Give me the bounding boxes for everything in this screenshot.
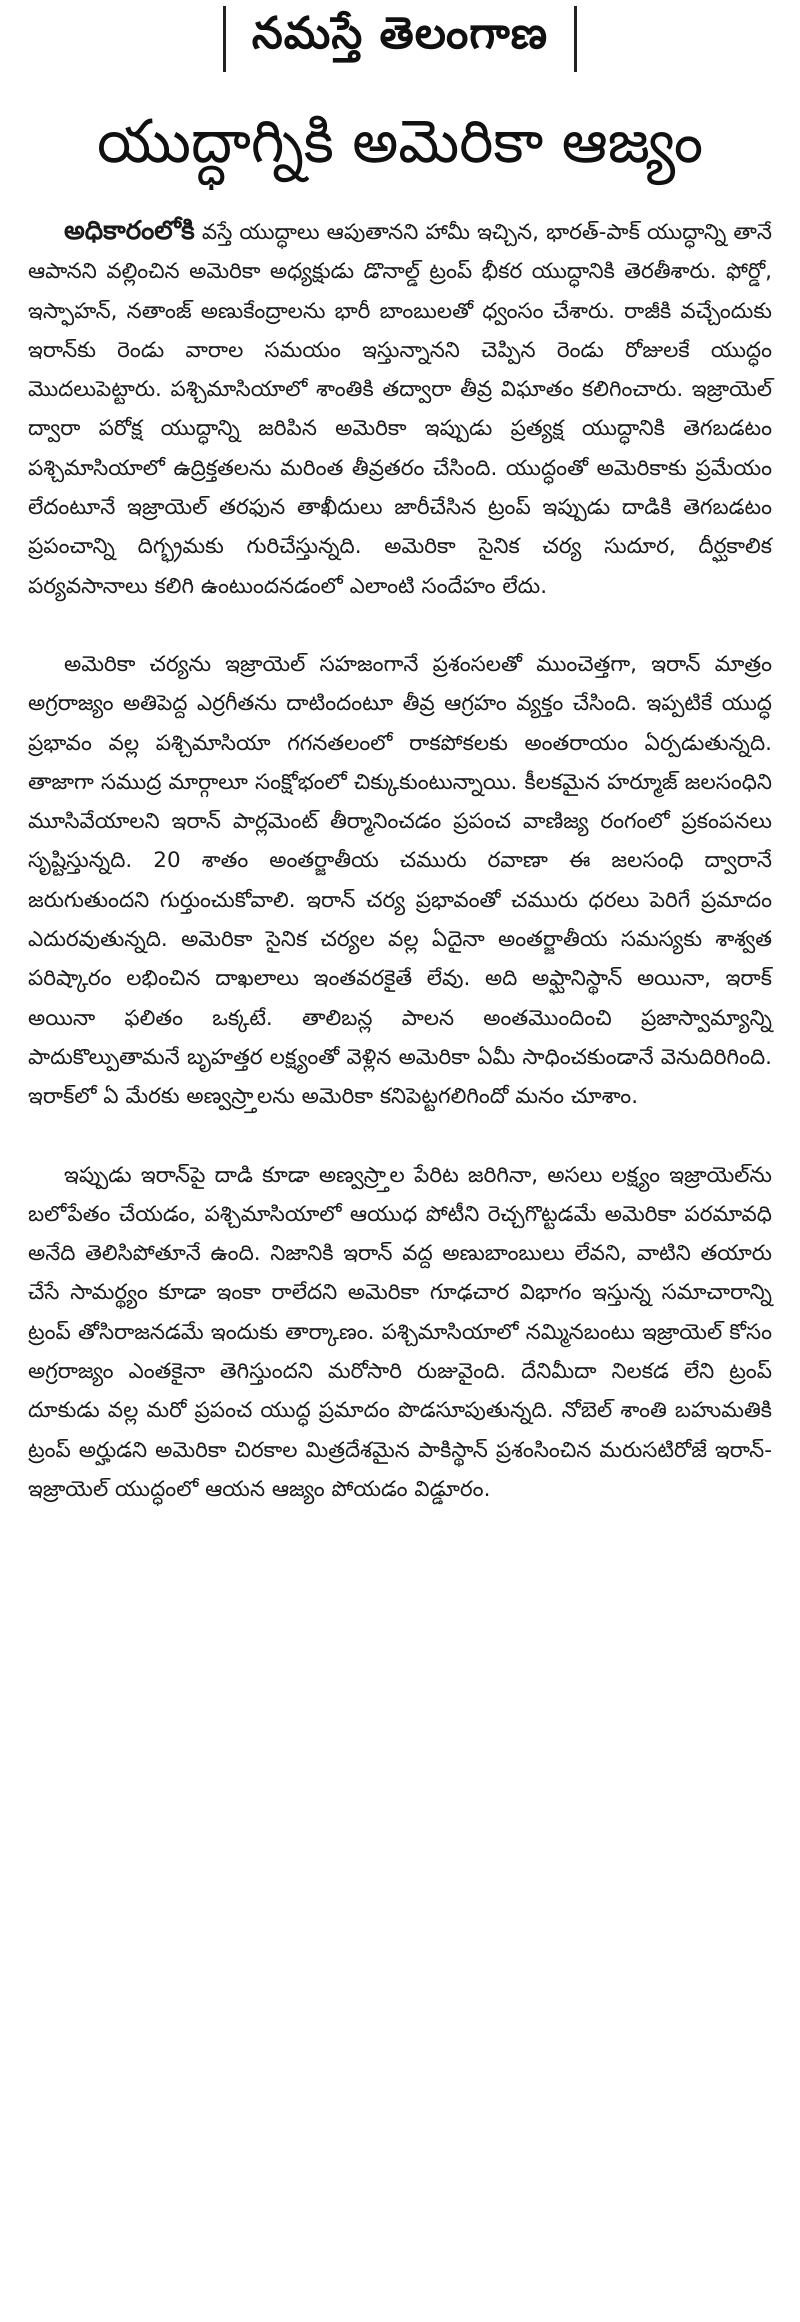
article-paragraph-2 xyxy=(28,645,772,1117)
article-body xyxy=(28,212,772,1509)
paragraph-text: వస్తే యుద్ధాలు ఆపుతానని హామీ ఇచ్చిన, భారత్-పాక్ యుద్ధాన్ని తానే ఆపానని వల్లించిన అమెరికా అధ్యక్షుడు డొనాల్డ్ ట్రంప్ భీకర యుద్ధానికి తెరతీశారు. ఫోర్డో, ఇస్ఫాహన్, నతాంజ్ అణుకేంద్రాలను భారీ బాంబులతో ధ్వంసం చేశారు. రాజీకి వచ్చేందుకు ఇరాన్‌కు రెండు వారాల సమయం ఇస్తున్నానని చెప్పిన రెండు రోజులకే యుద్ధం మొదలుపెట్టారు. పశ్చిమాసియాలో శాంతికి తద్వారా తీవ్ర విఘాతం కలిగించారు. ఇజ్రాయెల్ ద్వారా పరోక్ష యుద్ధాన్ని జరిపిన అమెరికా ఇప్పుడు ప్రత్యక్ష యుద్ధానికి తెగబడటం పశ్చిమాసియాలో ఉద్రిక్తతలను మరింత తీవ్రతరం చేసింది. యుద్ధంతో అమెరికాకు ప్రమేయం లేదంటూనే ఇజ్రాయెల్ తరఫున తాఖీదులు జారీచేసిన ట్రంప్ ఇప్పుడు దాడికి తెగబడటం ప్రపంచాన్ని దిగ్భ్రమకు గురిచేస్తున్నది. అమెరికా సైనిక చర్య సుదూర, దీర్ఘకాలిక పర్యవసానాలు కలిగి ఉంటుందనడంలో ఎలాంటి సందేహం లేదు. xyxy=(28,220,772,599)
article-paragraph-1 xyxy=(28,212,772,606)
article-paragraph-3 xyxy=(28,1156,772,1510)
paragraph-text: ఇప్పుడు ఇరాన్‌పై దాడి కూడా అణ్వస్ర్తాల పేరిట జరిగినా, అసలు లక్ష్యం ఇజ్రాయెల్‌ను బలోపేతం చేయడం, పశ్చిమాసియాలో ఆయుధ పోటీని రెచ్చగొట్టడమే అమెరికా పరమావధి అనేది తెలిసిపోతూనే ఉంది. నిజానికి ఇరాన్ వద్ద అణుబాంబులు లేవని, వాటిని తయారు చేసే సామర్థ్యం కూడా ఇంకా రాలేదని అమెరికా గూఢచార విభాగం ఇస్తున్న సమాచారాన్ని ట్రంప్ తోసిరాజనడమే ఇందుకు తార్కాణం. పశ్చిమాసియాలో నమ్మినబంటు ఇజ్రాయెల్ కోసం అగ్రరాజ్యం ఎంతకైనా తెగిస్తుందని మరోసారి రుజువైంది. దేనిమీదా నిలకడ లేని ట్రంప్ దూకుడు వల్ల మరో ప్రపంచ యుద్ధ ప్రమాదం పొడసూపుతున్నది. నోబెల్ శాంతి బహుమతికి ట్రంప్ అర్హుడని అమెరికా చిరకాల మిత్రదేశమైన పాకిస్థాన్ ప్రశంసించిన మరుసటిరోజే ఇరాన్-ఇజ్రాయెల్ యుద్ధంలో ఆయన ఆజ్యం పోయడం విడ్డూరం. xyxy=(28,1162,772,1502)
paragraph-lead-word: అధికారంలోకి xyxy=(64,216,195,246)
masthead-frame xyxy=(223,6,577,72)
masthead xyxy=(0,0,800,78)
article-headline: యుద్ధాగ్నికి అమెరికా ఆజ్యం xyxy=(96,107,704,177)
newspaper-name: నమస్తే తెలంగాణ xyxy=(251,8,549,59)
paragraph-text: అమెరికా చర్యను ఇజ్రాయెల్ సహజంగానే ప్రశంసలతో ముంచెత్తగా, ఇరాన్ మాత్రం అగ్రరాజ్యం అతిపెద్ద ఎర్రగీతను దాటిందంటూ తీవ్ర ఆగ్రహం వ్యక్తం చేసింది. ఇప్పటికే యుద్ధ ప్రభావం వల్ల పశ్చిమాసియా గగనతలంలో రాకపోకలకు అంతరాయం ఏర్పడుతున్నది. తాజాగా సముద్ర మార్గాలూ సంక్షోభంలో చిక్కుకుంటున్నాయి. కీలకమైన హర్మూజ్ జలసంధిని మూసివేయాలని ఇరాన్ పార్లమెంట్ తీర్మానించడం ప్రపంచ వాణిజ్య రంగంలో ప్రకంపనలు సృష్టిస్తున్నది. 20 శాతం అంతర్జాతీయ చమురు రవాణా ఈ జలసంధి ద్వారానే జరుగుతుందని గుర్తుంచుకోవాలి. ఇరాన్ చర్య ప్రభావంతో చమురు ధరలు పెరిగే ప్రమాదం ఎదురవుతున్నది. అమెరికా సైనిక చర్యల వల్ల ఏదైనా అంతర్జాతీయ సమస్యకు శాశ్వత పరిష్కారం లభించిన దాఖలాలు ఇంతవరకైతే లేవు. అది అఫ్ఘానిస్థాన్ అయినా, ఇరాక్ అయినా ఫలితం ఒక్కటే. తాలిబన్ల పాలన అంతమొందించి ప్రజాస్వామ్యాన్ని పాదుకొల్పుతామనే బృహత్తర లక్ష్యంతో వెళ్లిన అమెరికా ఏమీ సాధించకుండానే వెనుదిరిగింది. ఇరాక్‌లో ఏ మేరకు అణ్వస్ర్తాలను అమెరికా కనిపెట్టగలిగిందో మనం చూశాం. xyxy=(28,651,772,1110)
